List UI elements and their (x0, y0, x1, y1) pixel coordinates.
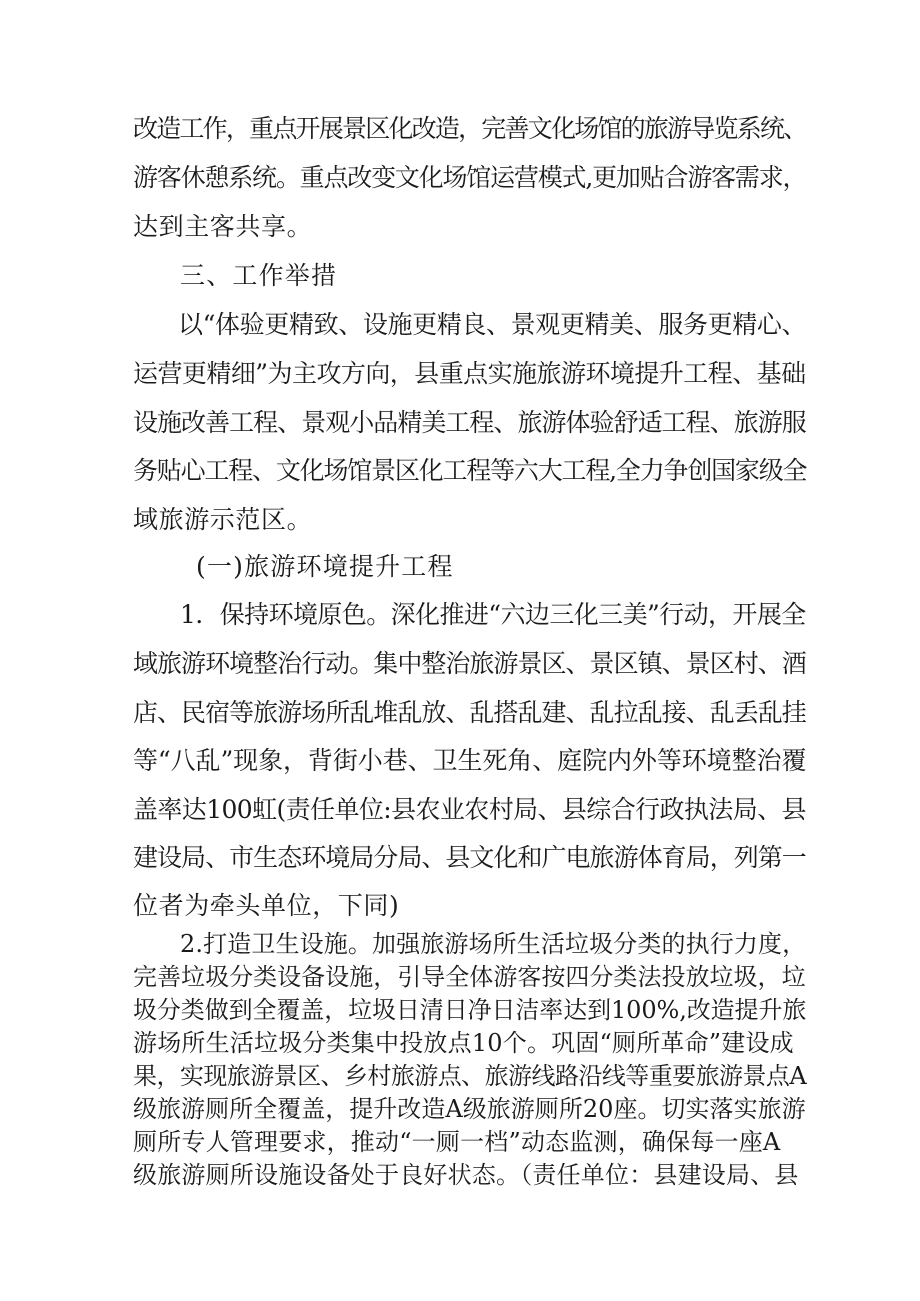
section-heading: 三、工作举措 (180, 261, 338, 290)
item1-line-5: 盖率达100虹(责任单位:县农业农村局、县综合行政执法局、县 (133, 795, 806, 824)
item2-line-6: 级旅游厕所全覆盖，提升改造A级旅游厕所20座。切实落实旅游 (133, 1095, 806, 1123)
intro-line-2: 游客休憩系统。重点改变文化场馆运营模式,更加贴合游客需求， (133, 163, 807, 192)
measures-line-2: 运营更精细”为主攻方向，县重点实施旅游环境提升工程、基础 (133, 359, 806, 388)
item2-line-8: 级旅游厕所设施设备处于良好状态。（责任单位：县建设局、县 (133, 1161, 799, 1189)
measures-line-1: 以“体验更精致、设施更精良、景观更精美、服务更精心、 (178, 310, 807, 339)
item2-line-1: 2.打造卫生设施。加强旅游场所生活垃圾分类的执行力度， (180, 930, 807, 958)
measures-line-3: 设施改善工程、景观小品精美工程、旅游体验舒适工程、旅游服 (133, 408, 806, 437)
item1-line-7: 位者为牵头单位，下同) (133, 891, 400, 920)
item2-line-2: 完善垃圾分类设备设施，引导全体游客按四分类法投放垃圾，垃 (133, 963, 806, 991)
item1-line-6: 建设局、市生态环境局分局、县文化和广电旅游体育局，列第一 (133, 843, 806, 872)
subsection-heading: (一)旅游环境提升工程 (196, 552, 454, 581)
measures-line-5: 域旅游示范区。 (133, 505, 313, 534)
item2-line-3: 圾分类做到全覆盖，垃圾日清日净日洁率达到100%,改造提升旅 (133, 996, 807, 1024)
item1-line-2: 域旅游环境整治行动。集中整治旅游景区、景区镇、景区村、酒 (133, 649, 806, 678)
intro-line-3: 达到主客共享。 (133, 212, 313, 241)
intro-line-1: 改造工作，重点开展景区化改造，完善文化场馆的旅游导览系统、 (133, 114, 807, 143)
item1-line-4: 等“八乱”现象，背街小巷、卫生死角、庭院内外等环境整治覆 (133, 746, 807, 775)
measures-line-4: 务贴心工程、文化场馆景区化工程等六大工程,全力争创国家级全 (133, 456, 807, 485)
item2-line-7: 厕所专人管理要求，推动“一厕一档”动态监测，确保每一座A (133, 1128, 781, 1156)
item2-line-4: 游场所生活垃圾分类集中投放点10个。巩固“厕所革命”建设成 (133, 1029, 794, 1057)
item2-line-5: 果，实现旅游景区、乡村旅游点、旅游线路沿线等重要旅游景点A (133, 1062, 807, 1090)
item1-line-1: 1．保持环境原色。深化推进“六边三化三美”行动，开展全 (180, 600, 806, 629)
item1-line-3: 店、民宿等旅游场所乱堆乱放、乱搭乱建、乱拉乱接、乱丢乱挂 (133, 698, 806, 727)
